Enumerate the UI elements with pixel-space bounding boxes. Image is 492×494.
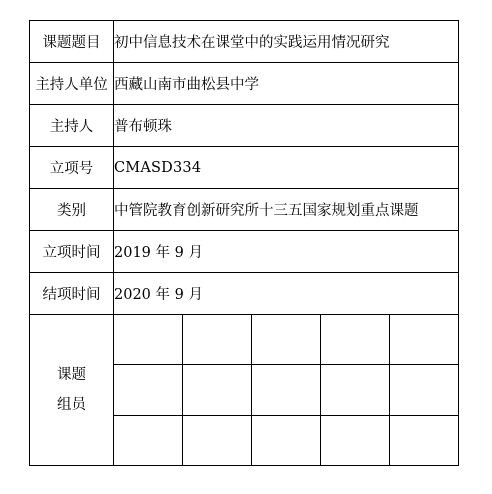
project-info-table <box>29 20 459 466</box>
row-host <box>30 105 459 147</box>
member-cell <box>183 415 252 465</box>
value-category: 中管院教育创新研究所十三五国家规划重点课题 <box>114 189 459 231</box>
member-cell <box>252 415 321 465</box>
label-start-date: 立项时间 <box>30 231 114 273</box>
member-cell <box>183 365 252 415</box>
label-category: 类别 <box>30 189 114 231</box>
member-cell <box>114 365 183 415</box>
value-host-unit: 西藏山南市曲松县中学 <box>114 63 459 105</box>
members-grid-row <box>114 415 458 465</box>
value-project-title: 初中信息技术在课堂中的实践运用情况研究 <box>114 21 459 63</box>
member-cell <box>320 365 389 415</box>
row-project-title <box>30 21 459 63</box>
row-start-date <box>30 231 459 273</box>
row-end-date <box>30 273 459 315</box>
label-project-title: 课题题目 <box>30 21 114 63</box>
member-cell <box>389 365 458 415</box>
members-grid-row <box>114 315 458 365</box>
member-cell <box>320 315 389 365</box>
label-members-line1: 课题 <box>57 367 86 383</box>
label-host-unit: 主持人单位 <box>30 63 114 105</box>
value-project-number: CMASD334 <box>114 147 459 189</box>
label-project-number: 立项号 <box>30 147 114 189</box>
member-cell <box>320 415 389 465</box>
label-members-line2: 组员 <box>57 397 86 413</box>
project-info-form <box>29 20 459 472</box>
member-cell <box>389 415 458 465</box>
row-host-unit <box>30 63 459 105</box>
members-grid-row <box>114 365 458 415</box>
row-members <box>30 315 459 466</box>
member-cell <box>389 315 458 365</box>
member-cell <box>252 365 321 415</box>
value-end-date: 2020 年 9 月 <box>114 273 459 315</box>
member-cell <box>252 315 321 365</box>
label-members <box>30 315 114 466</box>
value-host: 普布顿珠 <box>114 105 459 147</box>
row-category <box>30 189 459 231</box>
label-end-date: 结项时间 <box>30 273 114 315</box>
member-cell <box>114 315 183 365</box>
value-start-date: 2019 年 9 月 <box>114 231 459 273</box>
member-cell <box>183 315 252 365</box>
label-host: 主持人 <box>30 105 114 147</box>
members-grid <box>114 315 458 465</box>
row-project-number <box>30 147 459 189</box>
member-cell <box>114 415 183 465</box>
members-grid-cell <box>114 315 459 466</box>
